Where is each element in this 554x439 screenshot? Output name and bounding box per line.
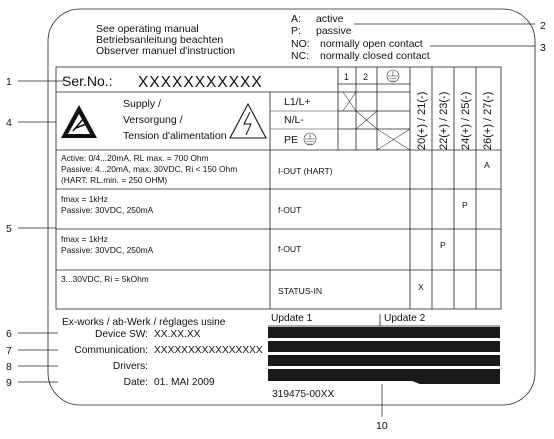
io-signal: STATUS-IN xyxy=(278,286,323,296)
serial-label: Ser.No.: xyxy=(62,73,113,89)
exworks-title: Ex-works / ab-Werk / réglages usine xyxy=(62,317,226,328)
field-value: 01. MAI 2009 xyxy=(154,377,215,388)
field-label: Drivers: xyxy=(112,361,148,372)
terminal-header: 22(+) / 23(-) xyxy=(438,91,450,150)
update-label: Update 2 xyxy=(384,313,426,324)
io-spec: Passive: 4...20mA, max. 30VDC, Ri < 150 Ohm xyxy=(61,164,238,174)
update-label: Update 1 xyxy=(271,313,313,324)
cross-mark xyxy=(343,92,356,111)
serial-value: XXXXXXXXXXX xyxy=(138,74,263,91)
earth-ground-icon xyxy=(387,70,399,82)
high-voltage-icon xyxy=(230,104,266,138)
io-signal: f-OUT xyxy=(278,205,302,215)
legend-key: NC: xyxy=(291,50,310,62)
cross-mark xyxy=(356,111,377,129)
terminal-header: 24(+) / 25(-) xyxy=(460,91,472,150)
legend-text: passive xyxy=(316,25,352,37)
io-signal: f-OUT xyxy=(278,244,302,254)
manual-line: Betriebsanleitung beachten xyxy=(96,34,224,46)
callout-number: 3 xyxy=(540,42,546,54)
supply-col-header: 2 xyxy=(363,72,369,82)
io-mark: A xyxy=(484,160,490,170)
callout-number: 5 xyxy=(6,223,12,235)
earth-ground-icon xyxy=(304,133,316,145)
legend-key: A: xyxy=(291,13,301,25)
io-spec: Passive: 30VDC, 250mA xyxy=(61,245,154,255)
legend-key: NO: xyxy=(291,38,310,50)
callout-number: 10 xyxy=(376,420,388,432)
field-value: XX.XX.XX xyxy=(154,329,201,340)
io-spec: Passive: 30VDC, 250mA xyxy=(61,205,154,215)
terminal-label: PE xyxy=(284,134,299,146)
legend-text: normally open contact xyxy=(320,38,423,50)
legend-text: normally closed contact xyxy=(320,50,430,62)
supply-col-header: 1 xyxy=(344,72,350,82)
io-spec: 3...30VDC, Ri = 5kOhm xyxy=(61,274,149,284)
callout-number: 4 xyxy=(6,117,12,129)
callout-number: 9 xyxy=(6,377,12,389)
supply-line: Supply / xyxy=(123,98,161,110)
field-value: XXXXXXXXXXXXXXXX xyxy=(154,345,263,356)
terminal-header: 26(+) / 27(-) xyxy=(482,91,494,150)
callout-number: 8 xyxy=(6,361,12,373)
callout-number: 2 xyxy=(540,20,546,32)
field-label: Device SW: xyxy=(94,329,148,340)
supply-line: Tension d'alimentation xyxy=(123,130,227,142)
callout-number: 7 xyxy=(6,345,12,357)
supply-line: Versorgung / xyxy=(123,114,183,126)
terminal-label: N/L- xyxy=(284,114,304,126)
io-spec: fmax = 1kHz xyxy=(61,234,108,244)
io-spec: fmax = 1kHz xyxy=(61,194,108,204)
part-number: 319475-00XX xyxy=(272,389,335,400)
io-mark: P xyxy=(462,200,468,210)
legend-text: active xyxy=(316,13,344,25)
callout-number: 6 xyxy=(6,328,12,340)
io-mark: X xyxy=(418,282,424,292)
field-label: Date: xyxy=(123,377,148,388)
io-signal: I-OUT (HART) xyxy=(278,166,333,176)
io-spec: (HART: RL.min. = 250 OHM) xyxy=(61,175,168,185)
legend-key: P: xyxy=(291,25,301,37)
callout-number: 1 xyxy=(6,76,12,88)
io-mark: P xyxy=(440,240,446,250)
esd-warning-icon xyxy=(61,105,97,138)
terminal-label: L1/L+ xyxy=(284,96,311,108)
update-black-bars xyxy=(268,327,500,384)
io-spec: Active: 0/4...20mA, RL max. = 700 Ohm xyxy=(61,153,209,163)
cross-mark xyxy=(377,129,410,150)
field-label: Communication: xyxy=(74,345,148,356)
manual-line: Observer manuel d'instruction xyxy=(96,45,236,57)
terminal-header: 20(+) / 21(-) xyxy=(416,91,428,150)
manual-line: See operating manual xyxy=(96,23,199,35)
